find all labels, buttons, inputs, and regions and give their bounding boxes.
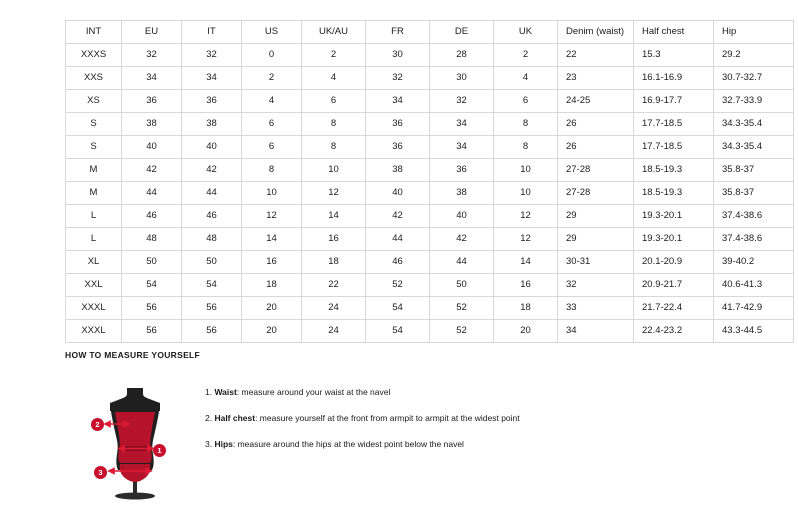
- table-cell: 14: [242, 228, 302, 251]
- table-cell: 8: [302, 113, 366, 136]
- table-cell: 15.3: [634, 44, 714, 67]
- table-cell: 41.7-42.9: [714, 297, 794, 320]
- note-text: : measure around the hips at the widest point below the navel: [232, 439, 464, 449]
- table-cell: 48: [182, 228, 242, 251]
- table-row: [66, 320, 794, 343]
- table-cell: 34: [430, 136, 494, 159]
- table-cell: 50: [182, 251, 242, 274]
- column-header: Hip: [714, 21, 794, 44]
- table-cell: 44: [122, 182, 182, 205]
- table-cell: 14: [494, 251, 558, 274]
- table-cell: 2: [242, 67, 302, 90]
- table-cell: 50: [122, 251, 182, 274]
- column-header: UK/AU: [302, 21, 366, 44]
- table-cell: 37.4-38.6: [714, 228, 794, 251]
- table-cell: 56: [122, 297, 182, 320]
- table-cell: 8: [242, 159, 302, 182]
- table-cell: 18.5-19.3: [634, 159, 714, 182]
- table-cell: 44: [366, 228, 430, 251]
- table-cell: 40.6-41.3: [714, 274, 794, 297]
- table-cell: 50: [430, 274, 494, 297]
- column-header: DE: [430, 21, 494, 44]
- table-cell: 16: [242, 251, 302, 274]
- table-cell: 37.4-38.6: [714, 205, 794, 228]
- table-cell: 22: [302, 274, 366, 297]
- table-cell: 19.3-20.1: [634, 205, 714, 228]
- table-cell: 16.9-17.7: [634, 90, 714, 113]
- table-cell: 6: [242, 136, 302, 159]
- table-cell: 42: [182, 159, 242, 182]
- table-cell: 43.3-44.5: [714, 320, 794, 343]
- table-cell: 34: [366, 90, 430, 113]
- table-row: [66, 297, 794, 320]
- size-chart-table: [65, 20, 794, 343]
- table-cell: 34: [122, 67, 182, 90]
- table-cell: 18.5-19.3: [634, 182, 714, 205]
- table-cell: 12: [494, 228, 558, 251]
- table-row: [66, 228, 794, 251]
- table-cell: 28: [430, 44, 494, 67]
- table-cell: 42: [366, 205, 430, 228]
- table-cell: 24: [302, 320, 366, 343]
- table-cell: 40: [182, 136, 242, 159]
- note-term: Waist: [214, 387, 237, 397]
- table-cell: XXXL: [66, 297, 122, 320]
- table-cell: 10: [494, 182, 558, 205]
- table-cell: 34: [182, 67, 242, 90]
- table-cell: 19.3-20.1: [634, 228, 714, 251]
- table-cell: 4: [302, 67, 366, 90]
- table-row: [66, 274, 794, 297]
- table-cell: 32: [366, 67, 430, 90]
- table-cell: 6: [494, 90, 558, 113]
- table-cell: 36: [430, 159, 494, 182]
- table-cell: 34.3-35.4: [714, 136, 794, 159]
- note-text: : measure around your waist at the navel: [236, 387, 391, 397]
- table-cell: 52: [430, 320, 494, 343]
- table-cell: 4: [494, 67, 558, 90]
- table-cell: 8: [302, 136, 366, 159]
- table-cell: 10: [302, 159, 366, 182]
- table-cell: 27-28: [558, 159, 634, 182]
- table-cell: 20: [242, 297, 302, 320]
- table-cell: 29: [558, 228, 634, 251]
- table-cell: M: [66, 159, 122, 182]
- table-cell: 18: [242, 274, 302, 297]
- table-cell: 4: [242, 90, 302, 113]
- table-cell: 27-28: [558, 182, 634, 205]
- table-cell: 26: [558, 136, 634, 159]
- table-cell: 44: [182, 182, 242, 205]
- table-cell: L: [66, 228, 122, 251]
- how-to-measure-section: [65, 350, 765, 502]
- table-cell: 22: [558, 44, 634, 67]
- table-cell: XXXS: [66, 44, 122, 67]
- table-cell: 54: [122, 274, 182, 297]
- table-cell: 30.7-32.7: [714, 67, 794, 90]
- table-cell: 38: [366, 159, 430, 182]
- table-cell: 34: [430, 113, 494, 136]
- table-cell: 16: [302, 228, 366, 251]
- table-cell: XS: [66, 90, 122, 113]
- table-cell: L: [66, 205, 122, 228]
- table-cell: 32: [122, 44, 182, 67]
- table-cell: 20.9-21.7: [634, 274, 714, 297]
- measure-note: [205, 412, 520, 424]
- table-cell: 2: [494, 44, 558, 67]
- table-cell: 16.1-16.9: [634, 67, 714, 90]
- table-cell: 36: [366, 136, 430, 159]
- measure-note: [205, 386, 520, 398]
- table-cell: 38: [182, 113, 242, 136]
- table-cell: 20: [494, 320, 558, 343]
- table-cell: 8: [494, 136, 558, 159]
- table-cell: 38: [430, 182, 494, 205]
- table-cell: 17.7-18.5: [634, 113, 714, 136]
- table-cell: 46: [182, 205, 242, 228]
- table-cell: 6: [302, 90, 366, 113]
- note-number: 1.: [205, 387, 215, 397]
- table-cell: 30-31: [558, 251, 634, 274]
- table-cell: 29: [558, 205, 634, 228]
- table-cell: 32.7-33.9: [714, 90, 794, 113]
- table-cell: 30: [366, 44, 430, 67]
- table-cell: 22.4-23.2: [634, 320, 714, 343]
- table-cell: XXXL: [66, 320, 122, 343]
- table-cell: 32: [558, 274, 634, 297]
- table-cell: 32: [182, 44, 242, 67]
- table-header-row: [66, 21, 794, 44]
- table-cell: 34: [558, 320, 634, 343]
- table-cell: 35.8-37: [714, 159, 794, 182]
- column-header: UK: [494, 21, 558, 44]
- table-cell: 0: [242, 44, 302, 67]
- table-cell: 48: [122, 228, 182, 251]
- column-header: US: [242, 21, 302, 44]
- note-term: Hips: [214, 439, 233, 449]
- measure-note: [205, 438, 520, 450]
- table-cell: 6: [242, 113, 302, 136]
- table-row: [66, 90, 794, 113]
- table-cell: XXL: [66, 274, 122, 297]
- table-cell: 52: [430, 297, 494, 320]
- table-cell: 20.1-20.9: [634, 251, 714, 274]
- column-header: FR: [366, 21, 430, 44]
- how-to-measure-title: HOW TO MEASURE YOURSELF: [65, 350, 201, 360]
- column-header: Half chest: [634, 21, 714, 44]
- table-cell: XL: [66, 251, 122, 274]
- badge-half-chest: 2: [91, 418, 104, 431]
- table-cell: 32: [430, 90, 494, 113]
- table-cell: 46: [366, 251, 430, 274]
- badge-waist: 1: [153, 444, 166, 457]
- table-cell: 42: [430, 228, 494, 251]
- table-cell: 12: [302, 182, 366, 205]
- table-cell: 21.7-22.4: [634, 297, 714, 320]
- table-cell: XXS: [66, 67, 122, 90]
- table-cell: 42: [122, 159, 182, 182]
- table-cell: 56: [182, 320, 242, 343]
- table-row: [66, 44, 794, 67]
- table-cell: 8: [494, 113, 558, 136]
- table-cell: 54: [182, 274, 242, 297]
- table-cell: 12: [494, 205, 558, 228]
- table-cell: S: [66, 113, 122, 136]
- badge-hips: 3: [94, 466, 107, 479]
- table-cell: 14: [302, 205, 366, 228]
- table-row: [66, 67, 794, 90]
- table-row: [66, 182, 794, 205]
- table-cell: 44: [430, 251, 494, 274]
- table-cell: 34.3-35.4: [714, 113, 794, 136]
- note-term: Half chest: [214, 413, 256, 423]
- table-cell: 33: [558, 297, 634, 320]
- column-header: IT: [182, 21, 242, 44]
- table-cell: 40: [366, 182, 430, 205]
- table-cell: 56: [182, 297, 242, 320]
- table-cell: 54: [366, 297, 430, 320]
- table-cell: 10: [494, 159, 558, 182]
- table-cell: 54: [366, 320, 430, 343]
- mannequin-icon: [65, 372, 195, 502]
- table-cell: 17.7-18.5: [634, 136, 714, 159]
- table-cell: 35.8-37: [714, 182, 794, 205]
- table-row: [66, 136, 794, 159]
- table-row: [66, 113, 794, 136]
- column-header: Denim (waist): [558, 21, 634, 44]
- table-row: [66, 159, 794, 182]
- table-cell: 23: [558, 67, 634, 90]
- table-row: [66, 251, 794, 274]
- table-cell: 36: [122, 90, 182, 113]
- table-cell: 29.2: [714, 44, 794, 67]
- table-cell: 16: [494, 274, 558, 297]
- table-cell: 10: [242, 182, 302, 205]
- mannequin-illustration: [65, 372, 195, 502]
- table-cell: 46: [122, 205, 182, 228]
- note-text: : measure yourself at the front from armpit to armpit at the widest point: [255, 413, 520, 423]
- column-header: INT: [66, 21, 122, 44]
- table-cell: 36: [366, 113, 430, 136]
- note-number: 3.: [205, 439, 215, 449]
- column-header: EU: [122, 21, 182, 44]
- table-cell: 30: [430, 67, 494, 90]
- table-cell: 39-40.2: [714, 251, 794, 274]
- table-cell: 52: [366, 274, 430, 297]
- note-number: 2.: [205, 413, 215, 423]
- table-cell: 38: [122, 113, 182, 136]
- table-cell: 18: [302, 251, 366, 274]
- table-cell: 24: [302, 297, 366, 320]
- table-cell: 12: [242, 205, 302, 228]
- table-cell: 40: [122, 136, 182, 159]
- table-cell: 2: [302, 44, 366, 67]
- table-cell: 20: [242, 320, 302, 343]
- table-cell: 26: [558, 113, 634, 136]
- table-cell: 36: [182, 90, 242, 113]
- table-row: [66, 205, 794, 228]
- table-cell: S: [66, 136, 122, 159]
- measure-notes-list: [205, 372, 520, 464]
- table-cell: 24-25: [558, 90, 634, 113]
- table-cell: 56: [122, 320, 182, 343]
- table-cell: 40: [430, 205, 494, 228]
- table-cell: M: [66, 182, 122, 205]
- table-cell: 18: [494, 297, 558, 320]
